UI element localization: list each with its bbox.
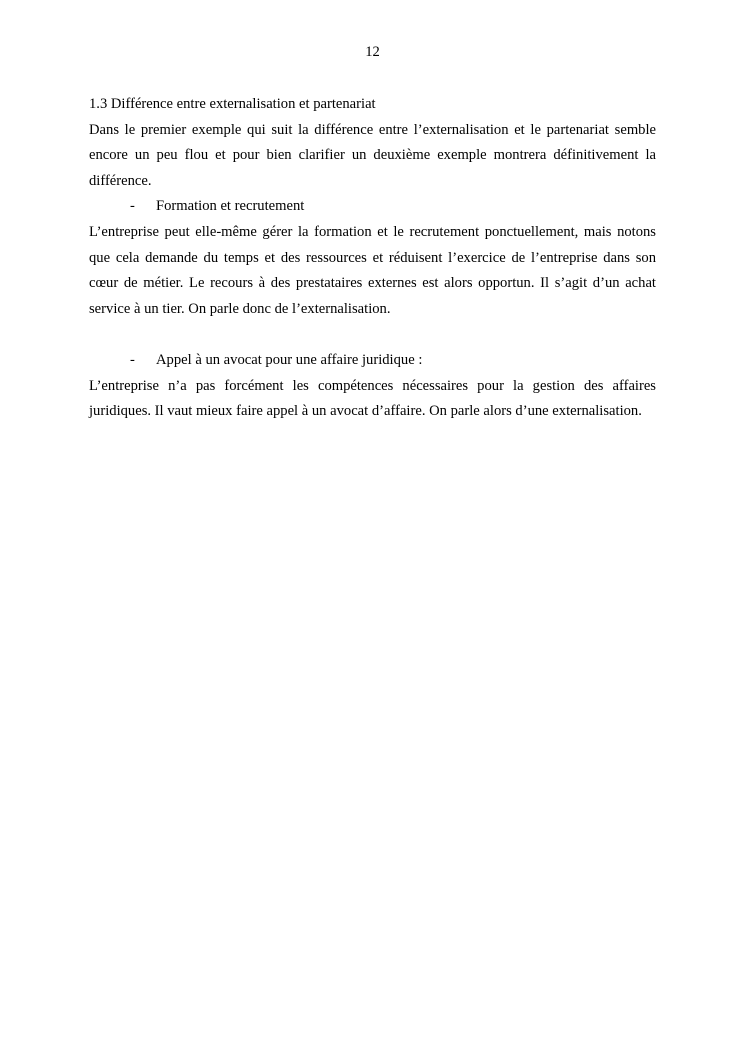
intro-paragraph: Dans le premier exemple qui suit la différence entre l’externalisation et le partenariat semble encore un peu flou et pour bien clarifier un deuxième exemple montrera définitivement la différence.	[89, 121, 656, 189]
section-heading: 1.3 Différence entre externalisation et partenariat	[89, 96, 376, 112]
bullet-marker: -	[130, 198, 135, 215]
document-body	[89, 92, 656, 425]
blank-line	[89, 322, 656, 348]
page-number: 12	[365, 44, 380, 60]
bullet-marker: -	[130, 351, 135, 368]
avocat-paragraph: L’entreprise n’a pas forcément les compétences nécessaires pour la gestion des affaires juridiques. Il vaut mieux faire appel à un avocat d’affaire. On parle alors d’une externalisation.	[89, 377, 656, 420]
list-item-title: Formation et recrutement	[156, 198, 305, 215]
list-item-title: Appel à un avocat pour une affaire juridique :	[156, 351, 423, 368]
list-item-avocat	[89, 348, 656, 374]
formation-paragraph: L’entreprise peut elle-même gérer la formation et le recrutement ponctuellement, mais notons que cela demande du temps et des ressources et réduisent l’exercice de l’entreprise dans son cœur de métier. Le recours à des prestataires externes est alors opportun. Il s’agit d’un achat service à un tier. On parle donc de l’externalisation.	[89, 223, 656, 317]
list-item-formation	[89, 194, 656, 220]
